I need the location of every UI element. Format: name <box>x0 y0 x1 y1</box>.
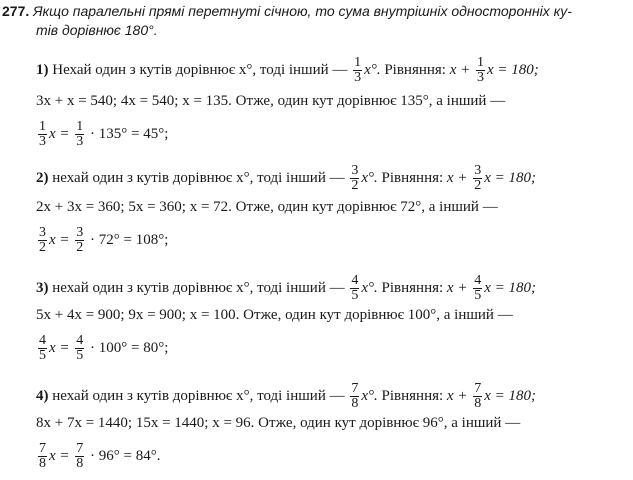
fraction: $\frac{4}{5}$ <box>351 273 359 303</box>
fraction: $\frac{7}{8}$ <box>351 381 359 411</box>
problem-statement-line1: Якщо паралельні прямі перетнуті січною, то сума внутрішніх односторонніх ку- <box>33 3 572 19</box>
case-1-result: $\frac{1}{3}$ x = $\frac{1}{3}$ · 135° = 45°; <box>39 119 169 149</box>
case-2-result: $\frac{3}{2}$ x = $\frac{3}{2}$ · 72° = 108°; <box>39 225 169 255</box>
problem-statement-continuation: тів дорівнює 180°. <box>36 22 158 38</box>
case-1-line2: 3x + x = 540; 4x = 540; x = 135. Отже, один кут дорівнює 135°, а інший — <box>36 93 506 109</box>
fraction: $\frac{1}{3}$ <box>477 55 484 85</box>
fraction: $\frac{1}{3}$ <box>354 55 362 85</box>
case-3-result: $\frac{4}{5}$ x = $\frac{4}{5}$ · 100° = 80°; <box>39 333 169 363</box>
case-4-line2: 8x + 7x = 1440; 15x = 1440; x = 96. Отже, один кут дорівнює 96°, а інший — <box>36 415 521 431</box>
problem-number: 277. <box>2 3 30 19</box>
case-2-line2: 2x + 3x = 360; 5x = 360; x = 72. Отже, один кут дорівнює 72°, а інший — <box>36 199 498 215</box>
fraction: $\frac{4}{5}$ <box>474 273 482 303</box>
case-1-line1: 1) Нехай один з кутів дорівнює x°, тоді інший — $\frac{1}{3}$ x°. Рівняння: x + $\frac{1}{3}$ x = 180; <box>36 55 539 85</box>
case-4-line1: 4) нехай один з кутів дорівнює x°, тоді інший — $\frac{7}{8}$ x°. Рівняння: x + $\frac{7}{8}$ x = 180; <box>36 381 536 411</box>
problem-heading <box>2 2 572 21</box>
case-2-line1: 2) нехай один з кутів дорівнює x°, тоді інший — $\frac{3}{2}$ x°. Рівняння: x + $\frac{3}{2}$ x = 180; <box>36 163 536 193</box>
case-3-line2: 5x + 4x = 900; 9x = 900; x = 100. Отже, один кут дорівнює 100°, а інший — <box>36 307 513 323</box>
fraction: $\frac{3}{2}$ <box>474 163 482 193</box>
fraction: $\frac{3}{2}$ <box>351 163 359 193</box>
fraction: $\frac{7}{8}$ <box>474 381 482 411</box>
case-4-result: $\frac{7}{8}$ x = $\frac{7}{8}$ · 96° = 84°. <box>39 441 161 471</box>
case-3-line1: 3) нехай один з кутів дорівнює x°, тоді інший — $\frac{4}{5}$ x°. Рівняння: x + $\frac{4}{5}$ x = 180; <box>36 273 536 303</box>
